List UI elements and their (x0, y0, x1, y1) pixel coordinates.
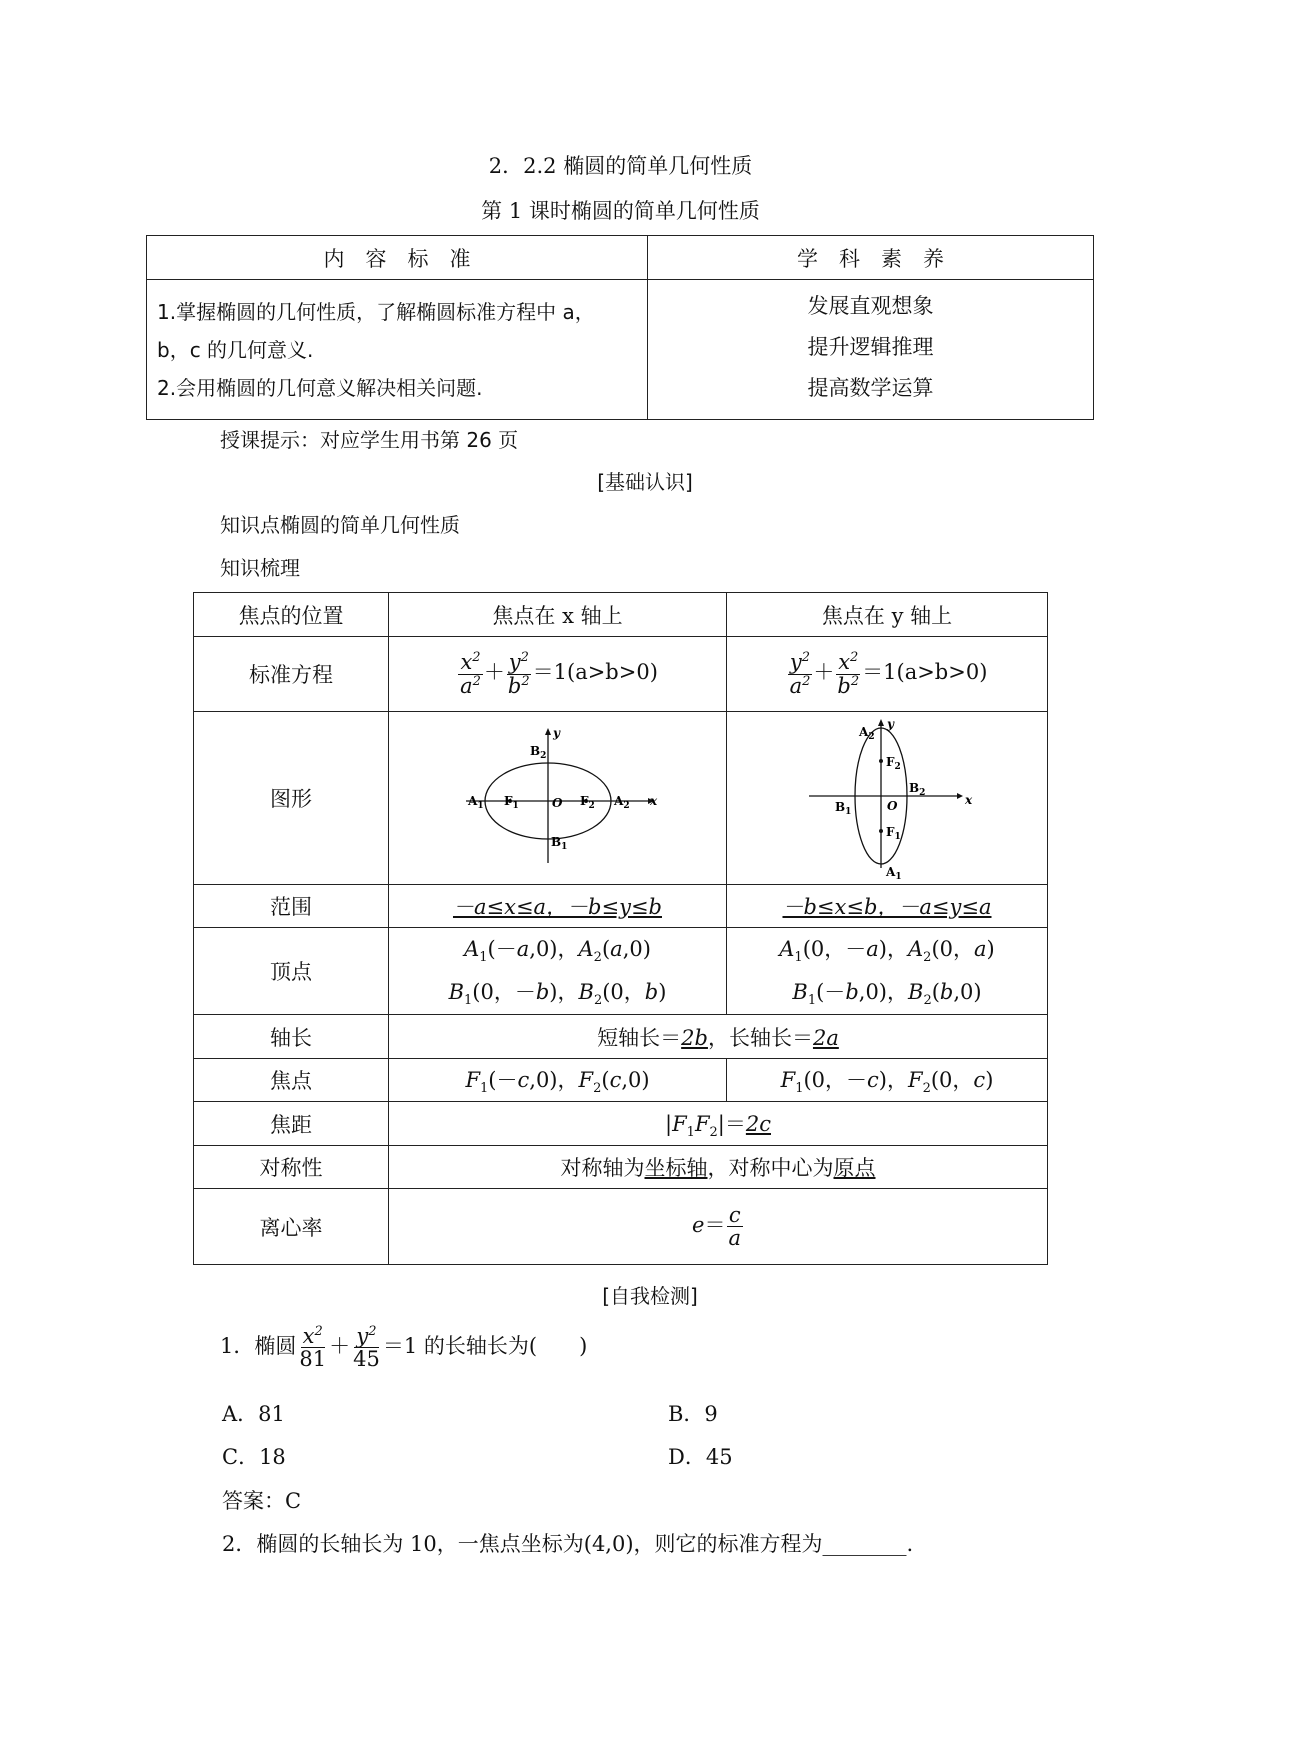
lesson-hint: 授课提示：对应学生用书第 26 页 (220, 428, 519, 452)
literacy-line-1: 发展直观想象 (807, 294, 934, 318)
axis-length-label: 轴长 (194, 1015, 389, 1059)
svg-text:B2: $B_2$ (529, 743, 546, 761)
y-axis-foci-header: 焦点在 y 轴上 (727, 593, 1048, 637)
svg-text:A2: $A_2$ (859, 724, 875, 742)
option-c: C．18 (222, 1445, 286, 1469)
x-equation: $\frac{x^2}{a^2}$ ＋ $\frac{y^2}{b^2}$ ＝1(a>b>0) (389, 637, 727, 712)
ellipse-properties-table (193, 592, 1048, 1265)
self-check-heading: [自我检测] (602, 1284, 698, 1308)
axis-length-value: 短轴长＝2b，长轴长＝2a (389, 1015, 1048, 1059)
literacy-cell (648, 280, 1094, 420)
svg-text:F2: $F_2$ (886, 754, 901, 772)
x-equation-suffix: ＝1(a>b>0) (532, 660, 658, 685)
page-title: 2．2.2 椭圆的简单几何性质 (488, 154, 753, 178)
svg-text:A1: $A_1$ (467, 793, 484, 811)
y-range: －b≤x≤b，－a≤y≤a (727, 885, 1048, 928)
range-label: 范围 (194, 885, 389, 928)
option-a: A．81 (222, 1402, 285, 1426)
literacy-line-2: 提升逻辑推理 (807, 334, 934, 359)
focus-label: 焦点 (194, 1059, 389, 1102)
focal-distance-label: 焦距 (194, 1102, 389, 1146)
x-foci: $F_1(-c,0)$，$F_2(c,0)$ (389, 1059, 727, 1102)
option-d: D．45 (668, 1445, 733, 1469)
answer-1: 答案：C (222, 1489, 302, 1513)
literacy-line-3: 提高数学运算 (807, 375, 934, 400)
standards-col2-header: 学 科 素 养 (648, 236, 1094, 280)
knowledge-summary-heading: 知识梳理 (220, 556, 300, 580)
y-foci: $F_1(0$，－c)，$F_2(0$，c) (727, 1059, 1048, 1102)
symmetry-value: 对称轴为坐标轴，对称中心为原点 (389, 1146, 1048, 1189)
svg-text:O: O (887, 798, 898, 813)
figure-label: 图形 (194, 712, 389, 885)
vertex-label: 顶点 (194, 928, 389, 1015)
x-ellipse-figure (389, 712, 727, 885)
question-1-prefix: 1．椭圆 (220, 1334, 297, 1359)
content-standard-line-2: b，c 的几何意义. (157, 337, 314, 362)
basic-section-heading: [基础认识] (597, 470, 693, 494)
x-vertices: $A_1(-a,0)$，$A_2(a,0)$ $B_1(0$，－b)，$B_2(0$，b) (389, 928, 727, 1015)
knowledge-point-heading: 知识点椭圆的简单几何性质 (220, 513, 460, 537)
y-equation: $\frac{y^2}{a^2}$ ＋ $\frac{x^2}{b^2}$ ＝1(a>b>0) (727, 637, 1048, 712)
svg-text:y: y (887, 716, 894, 731)
svg-text:F2: $F_2$ (579, 793, 595, 811)
content-standard-line-3: 2.会用椭圆的几何意义解决相关问题. (157, 375, 483, 400)
page-subtitle: 第 1 课时椭圆的简单几何性质 (481, 199, 760, 223)
question-1: 1．椭圆 $\frac{x^2}{81}$ ＋ $\frac{y^2}{45}$ ＝1 的长轴长为( ) (220, 1324, 588, 1372)
svg-text:F1: $F_1$ (503, 793, 519, 811)
focal-distance-value: $|F_1F_2|=2c$ (389, 1102, 1048, 1146)
y-ellipse-figure (727, 712, 1048, 885)
option-b: B．9 (668, 1402, 718, 1426)
x-axis-foci-header: 焦点在 x 轴上 (389, 593, 727, 637)
svg-text:A1: $A_1$ (886, 864, 902, 882)
svg-text:B1: $B_1$ (835, 799, 852, 817)
question-1-den1: 81 (299, 1347, 327, 1372)
content-standard-line-1: 1.掌握椭圆的几何性质，了解椭圆标准方程中 a， (157, 299, 595, 324)
svg-text:y: y (552, 725, 560, 740)
vertical-ellipse-diagram (797, 716, 977, 882)
x-range: －a≤x≤a，－b≤y≤b (389, 885, 727, 928)
content-standard-cell (147, 280, 648, 420)
question-2: 2．椭圆的长轴长为 10，一焦点坐标为(4,0)，则它的标准方程为________. (222, 1532, 914, 1556)
svg-text:F1: $F_1$ (886, 824, 901, 842)
svg-text:B2: $B_2$ (909, 780, 926, 798)
focus-position-label: 焦点的位置 (194, 593, 389, 637)
svg-text:A2: $A_2$ (613, 793, 630, 811)
svg-text:x: x (649, 793, 657, 808)
symmetry-label: 对称性 (194, 1146, 389, 1189)
standard-equation-label: 标准方程 (194, 637, 389, 712)
question-1-suffix: ＝1 的长轴长为( ) (382, 1334, 588, 1359)
eccentricity-label: 离心率 (194, 1189, 389, 1265)
svg-text:B1: $B_1$ (550, 834, 567, 852)
y-equation-suffix: ＝1(a>b>0) (862, 660, 988, 685)
svg-text:O: O (551, 795, 562, 810)
standards-table (146, 235, 1094, 420)
svg-text:x: x (965, 792, 973, 807)
horizontal-ellipse-diagram (458, 721, 658, 871)
eccentricity-value: e＝ $\frac{c}{a}$ (389, 1189, 1048, 1265)
standards-col1-header: 内 容 标 准 (147, 236, 648, 280)
y-vertices: $A_1(0$，－a)，$A_2(0$，a) $B_1(-b,0)$，$B_2(b,0)$ (727, 928, 1048, 1015)
question-1-den2: 45 (353, 1347, 380, 1372)
